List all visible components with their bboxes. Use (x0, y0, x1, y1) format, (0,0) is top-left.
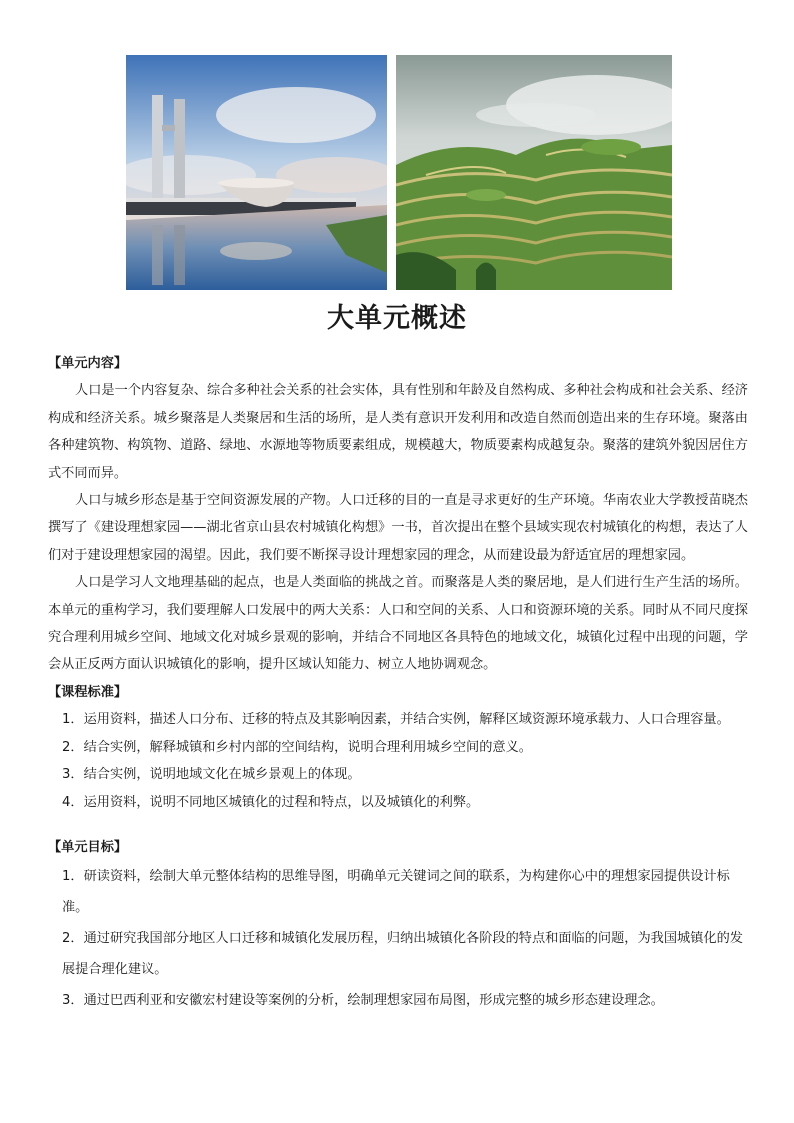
content-paragraph: 人口是一个内容复杂、综合多种社会关系的社会实体，具有性别和年龄及自然构成、多种社会构成和社会关系、经济构成和经济关系。城乡聚落是人类聚居和生活的场所，是人类有意识开发利用和改造自然而创造出来的生存环境。聚落由各种建筑物、构筑物、道路、绿地、水源地等物质要素组成，规模越大，物质要素构成越复杂。聚落的建筑外貌因居住方式不同而异。 (48, 383, 748, 481)
document-body (48, 350, 748, 1016)
standard-item: 1．运用资料，描述人口分布、迁移的特点及其影响因素，并结合实例，解释区域资源环境承载力、人口合理容量。 (62, 712, 730, 728)
goal-item: 3．通过巴西利亚和安徽宏村建设等案例的分析，绘制理想家园布局图，形成完整的城乡形态建设理念。 (62, 993, 664, 1009)
goal-item: 2．通过研究我国部分地区人口迁移和城镇化发展历程，归纳出城镇化各阶段的特点和面临的问题，为我国城镇化的发展提合理化建议。 (62, 931, 743, 978)
content-paragraph: 人口是学习人文地理基础的起点，也是人类面临的挑战之首。而聚落是人类的聚居地，是人们进行生产生活的场所。本单元的重构学习，我们要理解人口发展中的两大关系：人口和空间的关系、人口和资源环境的关系。同时从不同尺度探究合理利用城乡空间、地域文化对城乡景观的影响，并结合不同地区各具特色的地域文化，城镇化过程中出现的问题，学会从正反两方面认识城镇化的影响，提升区域认知能力、树立人地协调观念。 (48, 575, 748, 673)
content-paragraph: 人口与城乡形态是基于空间资源发展的产物。人口迁移的目的一直是寻求更好的生产环境。华南农业大学教授苗晓杰撰写了《建设理想家园——湖北省京山县农村城镇化构想》一书，首次提出在整个县域实现农村城镇化的构想，表达了人们对于建设理想家园的渴望。因此，我们要不断探寻设计理想家园的理念，从而建设最为舒适宜居的理想家园。 (48, 493, 748, 563)
standard-item: 2．结合实例，解释城镇和乡村内部的空间结构，说明合理利用城乡空间的意义。 (62, 739, 532, 755)
header-photos (126, 55, 674, 290)
brasilia-congress-photo (126, 55, 387, 290)
rice-terrace-photo (396, 55, 672, 290)
standard-item: 4．运用资料，说明不同地区城镇化的过程和特点，以及城镇化的利弊。 (62, 794, 480, 810)
curriculum-standards-heading: 【课程标准】 (48, 684, 128, 700)
page-title: 大单元概述 (327, 303, 467, 334)
goal-item: 1．研读资料，绘制大单元整体结构的思维导图，明确单元关键词之间的联系，为构建你心中的理想家园提供设计标准。 (62, 869, 730, 916)
standard-item: 3．结合实例，说明地域文化在城乡景观上的体现。 (62, 767, 361, 783)
unit-goals-heading: 【单元目标】 (48, 839, 128, 855)
unit-content-heading: 【单元内容】 (48, 356, 128, 371)
section-spacer (48, 816, 748, 834)
